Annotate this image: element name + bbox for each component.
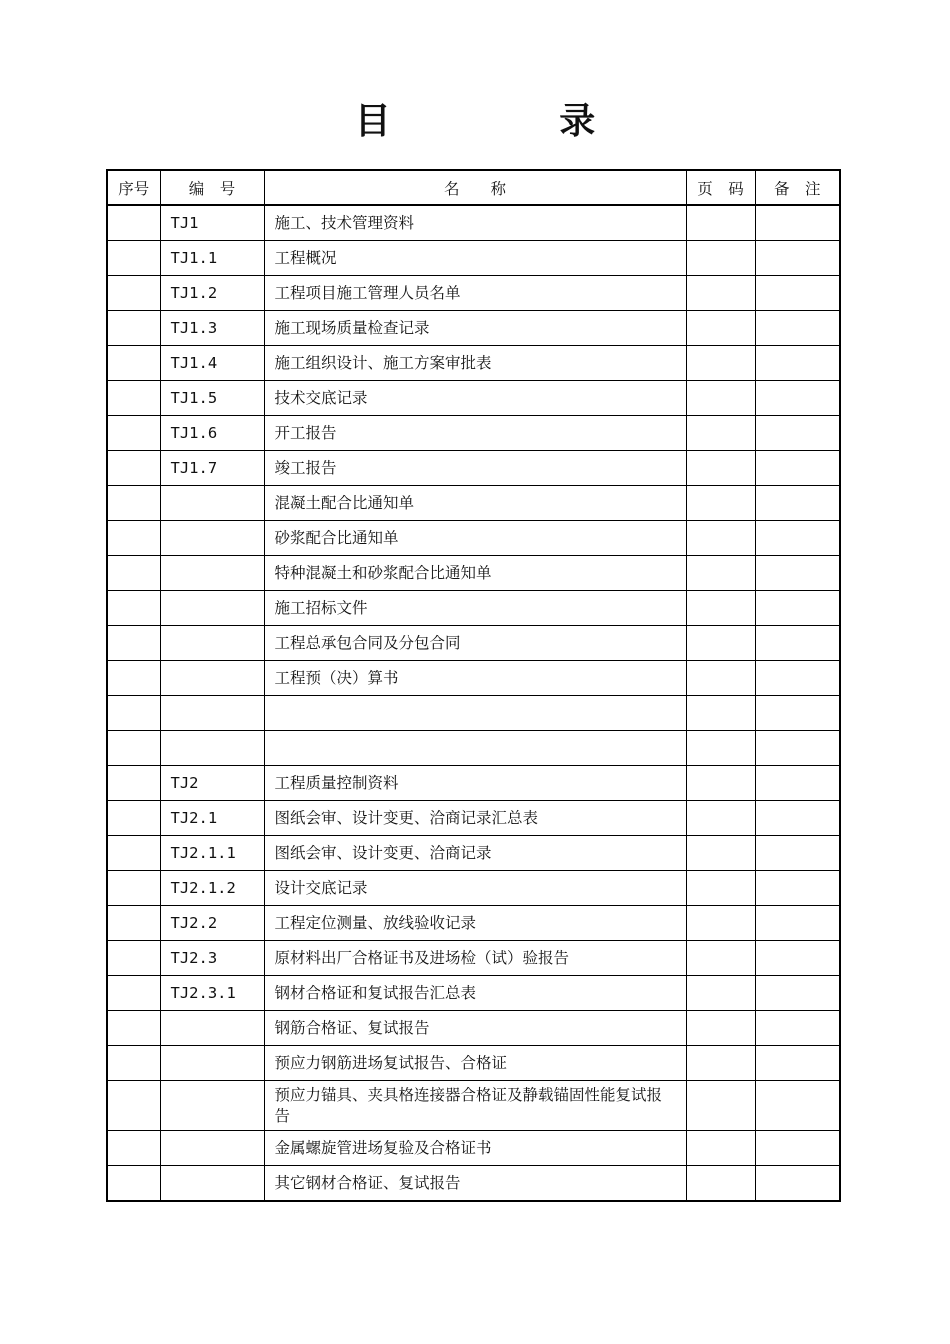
cell-page (686, 556, 755, 591)
page-title: 目 录 (354, 101, 674, 142)
cell-code: TJ1.7 (160, 451, 264, 486)
cell-note (755, 276, 840, 311)
table-row (107, 1081, 840, 1131)
cell-note (755, 241, 840, 276)
cell-note (755, 766, 840, 801)
cell-seq (107, 276, 160, 311)
table-row (107, 1131, 840, 1166)
cell-note (755, 521, 840, 556)
cell-page (686, 1081, 755, 1131)
cell-name: 施工现场质量检查记录 (264, 311, 686, 346)
cell-code (160, 591, 264, 626)
cell-page (686, 451, 755, 486)
table-row (107, 626, 840, 661)
toc-body (107, 205, 840, 1201)
cell-name: 混凝土配合比通知单 (264, 486, 686, 521)
cell-note (755, 941, 840, 976)
cell-name: 施工组织设计、施工方案审批表 (264, 346, 686, 381)
cell-name: 钢材合格证和复试报告汇总表 (264, 976, 686, 1011)
cell-name: 施工、技术管理资料 (264, 205, 686, 241)
cell-page (686, 205, 755, 241)
cell-page (686, 626, 755, 661)
table-row (107, 556, 840, 591)
cell-code: TJ2.3 (160, 941, 264, 976)
cell-name: 竣工报告 (264, 451, 686, 486)
cell-seq (107, 1166, 160, 1202)
header-note: 备 注 (755, 170, 840, 205)
cell-note (755, 486, 840, 521)
cell-name: 工程预（决）算书 (264, 661, 686, 696)
cell-page (686, 906, 755, 941)
cell-seq (107, 696, 160, 731)
table-row (107, 1011, 840, 1046)
cell-name: 开工报告 (264, 416, 686, 451)
header-code: 编 号 (160, 170, 264, 205)
cell-code (160, 1131, 264, 1166)
cell-code: TJ1.2 (160, 276, 264, 311)
cell-note (755, 696, 840, 731)
table-row (107, 836, 840, 871)
cell-seq (107, 976, 160, 1011)
table-row (107, 696, 840, 731)
cell-page (686, 871, 755, 906)
cell-code: TJ1 (160, 205, 264, 241)
table-row (107, 451, 840, 486)
cell-seq (107, 416, 160, 451)
cell-note (755, 1046, 840, 1081)
cell-seq (107, 766, 160, 801)
cell-name: 图纸会审、设计变更、洽商记录汇总表 (264, 801, 686, 836)
cell-name: 工程质量控制资料 (264, 766, 686, 801)
header-row (107, 170, 840, 205)
table-row (107, 205, 840, 241)
cell-page (686, 976, 755, 1011)
cell-page (686, 836, 755, 871)
cell-code: TJ2.1 (160, 801, 264, 836)
cell-page (686, 1046, 755, 1081)
table-row (107, 801, 840, 836)
cell-page (686, 591, 755, 626)
cell-seq (107, 346, 160, 381)
table-row (107, 416, 840, 451)
table-row (107, 906, 840, 941)
cell-page (686, 1166, 755, 1202)
cell-note (755, 591, 840, 626)
cell-code (160, 626, 264, 661)
cell-seq (107, 941, 160, 976)
cell-code (160, 1081, 264, 1131)
cell-seq (107, 731, 160, 766)
cell-code: TJ1.1 (160, 241, 264, 276)
cell-note (755, 836, 840, 871)
table-row (107, 346, 840, 381)
table-row (107, 766, 840, 801)
cell-name: 工程项目施工管理人员名单 (264, 276, 686, 311)
cell-code: TJ1.5 (160, 381, 264, 416)
cell-note (755, 1166, 840, 1202)
cell-seq (107, 871, 160, 906)
cell-code: TJ1.4 (160, 346, 264, 381)
table-row (107, 486, 840, 521)
cell-name: 工程概况 (264, 241, 686, 276)
cell-name (264, 731, 686, 766)
cell-page (686, 766, 755, 801)
cell-name: 特种混凝土和砂浆配合比通知单 (264, 556, 686, 591)
cell-code: TJ2.1.1 (160, 836, 264, 871)
cell-note (755, 731, 840, 766)
cell-name: 设计交底记录 (264, 871, 686, 906)
table-row (107, 1046, 840, 1081)
cell-note (755, 626, 840, 661)
table-row (107, 976, 840, 1011)
cell-page (686, 416, 755, 451)
cell-seq (107, 1011, 160, 1046)
cell-code (160, 731, 264, 766)
cell-page (686, 381, 755, 416)
cell-note (755, 311, 840, 346)
cell-note (755, 906, 840, 941)
cell-seq (107, 521, 160, 556)
cell-note (755, 451, 840, 486)
cell-note (755, 1131, 840, 1166)
cell-name: 原材料出厂合格证书及进场检（试）验报告 (264, 941, 686, 976)
cell-code (160, 1011, 264, 1046)
cell-page (686, 486, 755, 521)
cell-seq (107, 1081, 160, 1131)
cell-note (755, 556, 840, 591)
cell-note (755, 801, 840, 836)
cell-name: 钢筋合格证、复试报告 (264, 1011, 686, 1046)
table-row (107, 276, 840, 311)
cell-page (686, 276, 755, 311)
cell-note (755, 1081, 840, 1131)
cell-name: 技术交底记录 (264, 381, 686, 416)
cell-seq (107, 241, 160, 276)
table-row (107, 381, 840, 416)
cell-seq (107, 556, 160, 591)
toc-table (106, 169, 841, 1202)
cell-code: TJ2 (160, 766, 264, 801)
cell-name: 施工招标文件 (264, 591, 686, 626)
cell-code (160, 1046, 264, 1081)
cell-name: 工程定位测量、放线验收记录 (264, 906, 686, 941)
cell-note (755, 661, 840, 696)
cell-note (755, 871, 840, 906)
cell-seq (107, 1046, 160, 1081)
cell-name: 预应力钢筋进场复试报告、合格证 (264, 1046, 686, 1081)
cell-seq (107, 626, 160, 661)
header-name: 名 称 (264, 170, 686, 205)
cell-code: TJ2.3.1 (160, 976, 264, 1011)
cell-seq (107, 451, 160, 486)
cell-name: 金属螺旋管进场复验及合格证书 (264, 1131, 686, 1166)
cell-name: 砂浆配合比通知单 (264, 521, 686, 556)
cell-note (755, 205, 840, 241)
cell-page (686, 521, 755, 556)
header-seq: 序号 (107, 170, 160, 205)
cell-name: 预应力锚具、夹具格连接器合格证及静载锚固性能复试报告 (264, 1081, 686, 1131)
cell-page (686, 346, 755, 381)
table-row (107, 241, 840, 276)
cell-seq (107, 836, 160, 871)
cell-code: TJ2.1.2 (160, 871, 264, 906)
cell-page (686, 801, 755, 836)
cell-name: 图纸会审、设计变更、洽商记录 (264, 836, 686, 871)
table-row (107, 941, 840, 976)
cell-name: 工程总承包合同及分包合同 (264, 626, 686, 661)
cell-note (755, 976, 840, 1011)
cell-note (755, 416, 840, 451)
table-row (107, 1166, 840, 1202)
cell-code (160, 661, 264, 696)
cell-code (160, 556, 264, 591)
table-row (107, 521, 840, 556)
cell-code (160, 1166, 264, 1202)
cell-code (160, 696, 264, 731)
cell-page (686, 731, 755, 766)
cell-name (264, 696, 686, 731)
cell-seq (107, 486, 160, 521)
cell-seq (107, 661, 160, 696)
table-row (107, 661, 840, 696)
cell-seq (107, 381, 160, 416)
cell-seq (107, 591, 160, 626)
cell-seq (107, 801, 160, 836)
cell-note (755, 346, 840, 381)
cell-name: 其它钢材合格证、复试报告 (264, 1166, 686, 1202)
cell-seq (107, 311, 160, 346)
cell-page (686, 311, 755, 346)
cell-code (160, 521, 264, 556)
cell-note (755, 1011, 840, 1046)
cell-page (686, 1011, 755, 1046)
cell-seq (107, 1131, 160, 1166)
table-row (107, 311, 840, 346)
cell-page (686, 941, 755, 976)
cell-page (686, 1131, 755, 1166)
cell-code: TJ2.2 (160, 906, 264, 941)
header-page: 页 码 (686, 170, 755, 205)
cell-page (686, 241, 755, 276)
cell-code (160, 486, 264, 521)
cell-page (686, 696, 755, 731)
cell-code: TJ1.3 (160, 311, 264, 346)
cell-code: TJ1.6 (160, 416, 264, 451)
cell-page (686, 661, 755, 696)
table-row (107, 591, 840, 626)
cell-seq (107, 205, 160, 241)
cell-seq (107, 906, 160, 941)
cell-note (755, 381, 840, 416)
table-row (107, 871, 840, 906)
table-row (107, 731, 840, 766)
